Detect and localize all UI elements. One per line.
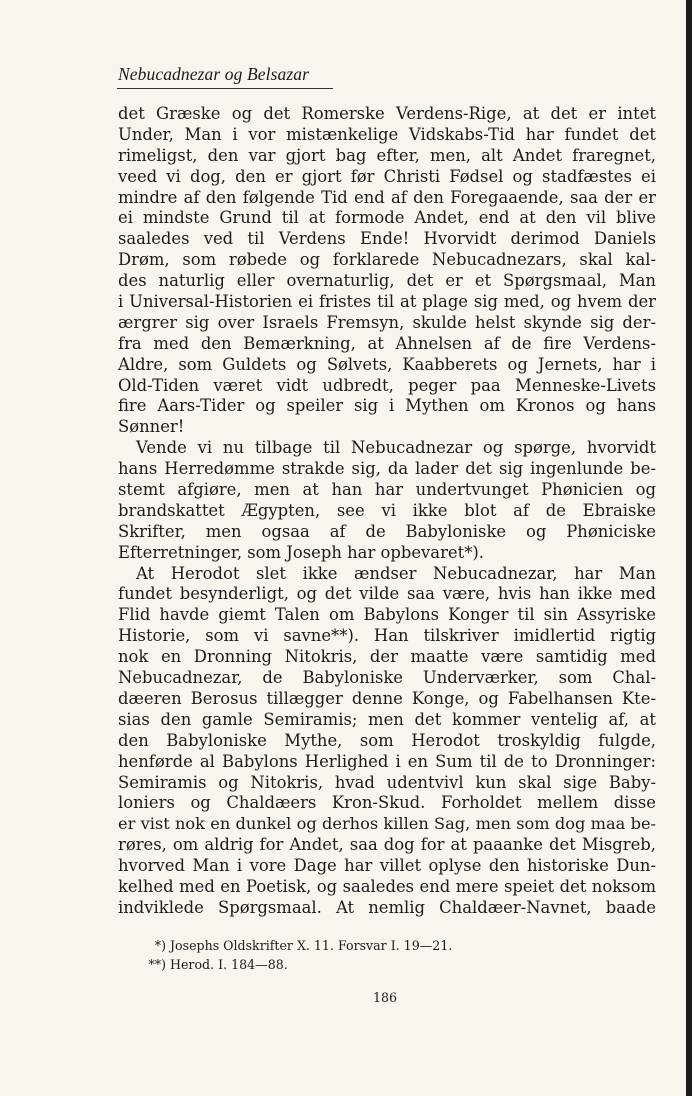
- text-line: ærgrer sig over Israels Fremsyn, skulde helst skynde sig der-: [118, 312, 656, 332]
- text-line: dæeren Berosus tillægger denne Konge, og Fabelhansen Kte-: [118, 688, 656, 708]
- text-line: fundet besynderligt, og det vilde saa være, hvis han ikke med: [118, 584, 656, 604]
- text-line: Drøm, som røbede og forklarede Nebucadnezars, skal kal-: [118, 250, 656, 270]
- text-line: kelhed med en Poetisk, og saaledes end mere speiet det noksom: [118, 876, 656, 896]
- text-line: veed vi dog, den er gjort før Christi Fødsel og stadfæstes ei: [118, 166, 656, 186]
- text-line: rimeligst, den var gjort bag efter, men, alt Andet fraregnet,: [118, 145, 656, 165]
- text-line: saaledes ved til Verdens Ende! Hvorvidt derimod Daniels: [118, 229, 656, 249]
- text-line: Efterretninger, som Joseph har opbevaret*).: [118, 542, 484, 562]
- header-rule: [117, 88, 333, 89]
- page-number: 186: [372, 990, 398, 1005]
- text-line: brandskattet Ægypten, see vi ikke blot af de Ebraiske: [118, 500, 656, 520]
- footnote-mark: **): [148, 957, 166, 972]
- text-line: Historie, som vi savne**). Han tilskriver imidlertid rigtig: [118, 626, 656, 646]
- footnote: [148, 955, 452, 974]
- text-line: stemt afgiøre, men at han har undertvunget Phønicien og: [118, 480, 656, 500]
- text-line: Aldre, som Guldets og Sølvets, Kaabberets og Jernets, har i: [118, 354, 656, 374]
- text-line: loniers og Chaldæers Kron-Skud. Forholdet mellem disse: [118, 793, 656, 813]
- text-line: Vende vi nu tilbage til Nebucadnezar og spørge, hvorvidt: [136, 438, 656, 458]
- text-line: røres, om aldrig for Andet, saa dog for at paaanke det Misgreb,: [118, 835, 656, 855]
- footnote-mark: *): [154, 938, 166, 953]
- text-line: den Babyloniske Mythe, som Herodot troskyldig fulgde,: [118, 730, 656, 750]
- page-edge: [686, 0, 692, 1096]
- text-line: det Græske og det Romerske Verdens-Rige, at det er intet: [118, 104, 656, 123]
- text-line: mindre af den følgende Tid end af den Foregaaende, saa der er: [118, 187, 656, 207]
- text-line: Flid havde giemt Talen om Babylons Konger til sin Assyriske: [118, 605, 656, 625]
- text-line: henførde al Babylons Herlighed i en Sum til de to Dronninger:: [118, 751, 656, 771]
- text-line: des naturlig eller overnaturlig, det er et Spørgsmaal, Man: [118, 271, 656, 291]
- footnotes: [148, 936, 452, 974]
- text-line: ei mindste Grund til at formode Andet, end at den vil blive: [118, 208, 656, 228]
- text-line: i Universal-Historien ei fristes til at plage sig med, og hvem der: [118, 292, 656, 312]
- footnote-text: Josephs Oldskrifter X. 11. Forsvar I. 19—21.: [170, 938, 453, 953]
- body-text: [118, 104, 656, 919]
- text-line: hans Herredømme strakde sig, da lader det sig ingenlunde be-: [118, 459, 656, 479]
- text-line: Semiramis og Nitokris, hvad udentvivl kun skal sige Baby-: [118, 772, 656, 792]
- text-line: Sønner!: [118, 417, 185, 437]
- text-line: nok en Dronning Nitokris, der maatte være samtidig med: [118, 647, 656, 667]
- footnote: [148, 936, 452, 955]
- text-line: Old-Tiden været vidt udbredt, peger paa Menneske-Livets: [118, 375, 656, 395]
- text-line: er vist nok en dunkel og derhos killen Sag, men som dog maa be-: [118, 814, 656, 834]
- footnote-text: Herod. I. 184—88.: [170, 957, 288, 972]
- text-line: sias den gamle Semiramis; men det kommer ventelig af, at: [118, 709, 656, 729]
- text-line: At Herodot slet ikke ændser Nebucadnezar, har Man: [136, 563, 656, 583]
- text-line: Skrifter, men ogsaa af de Babyloniske og Phøniciske: [118, 521, 656, 541]
- text-line: indviklede Spørgsmaal. At nemlig Chaldæer-Navnet, baade: [118, 897, 656, 917]
- text-line: Under, Man i vor mistænkelige Vidskabs-Tid har fundet det: [118, 124, 656, 144]
- text-line: Nebucadnezar, de Babyloniske Underværker, som Chal-: [118, 668, 656, 688]
- text-line: hvorved Man i vore Dage har villet oplyse den historiske Dun-: [118, 856, 656, 876]
- text-line: fra med den Bemærkning, at Ahnelsen af de fire Verdens-: [118, 333, 656, 353]
- running-title: Nebucadnezar og Belsazar: [118, 64, 309, 84]
- text-line: fire Aars-Tider og speiler sig i Mythen om Kronos og hans: [118, 396, 656, 416]
